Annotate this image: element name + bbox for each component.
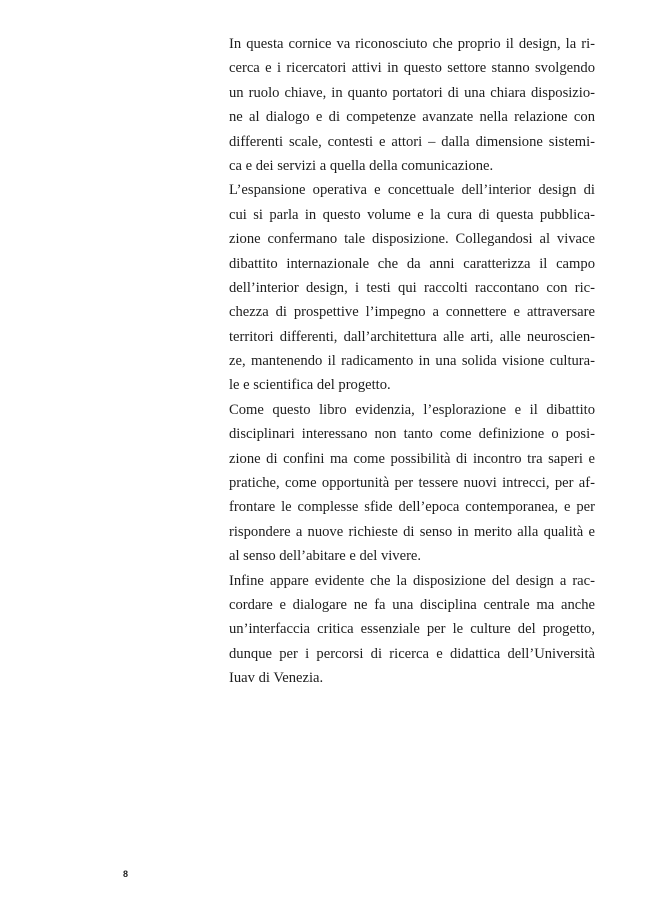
text-line: Infine appare evidente che la disposizione del design a rac- (229, 572, 595, 589)
text-line: un ruolo chiave, in quanto portatori di una chiara disposizio- (229, 84, 595, 101)
paragraph-1 (229, 32, 595, 178)
text-line: rispondere a nuove richieste di senso in merito alla qualità e (229, 523, 595, 540)
text-line: Iuav di Venezia. (229, 670, 324, 687)
text-line: ze, mantenendo il radicamento in una solida visione cultura- (229, 353, 595, 370)
text-line: ne al dialogo e di competenze avanzate nella relazione con (229, 109, 595, 126)
text-line: territori differenti, dall’architettura alle arti, alle neuroscien- (229, 328, 595, 345)
text-line: ca e dei servizi a quella della comunicazione. (229, 157, 494, 174)
text-line: cui si parla in questo volume e la cura di questa pubblica- (229, 206, 595, 223)
text-line: zione confermano tale disposizione. Collegandosi al vivace (229, 231, 595, 248)
text-line: pratiche, come opportunità per tessere nuovi intrecci, per af- (229, 475, 595, 492)
text-line: al senso dell’abitare e del vivere. (229, 548, 422, 565)
text-line: frontare le complesse sfide dell’epoca contemporanea, e per (229, 499, 595, 516)
text-line: In questa cornice va riconosciuto che proprio il design, la ri- (229, 36, 595, 52)
page-number: 8 (123, 869, 129, 879)
paragraph-2 (229, 178, 595, 398)
text-line: le e scientifica del progetto. (229, 377, 391, 394)
text-line: dell’interior design, i testi qui raccolti raccontano con ric- (229, 279, 595, 296)
paragraph-4 (229, 569, 595, 691)
text-line: chezza di prospettive l’impegno a connettere e attraversare (229, 304, 595, 321)
text-line: zione di confini ma come possibilità di incontro tra saperi e (229, 450, 595, 467)
text-line: un’interfaccia critica essenziale per le culture del progetto, (229, 621, 595, 638)
text-line: differenti scale, contesti e attori – dalla dimensione sistemi- (229, 133, 595, 150)
text-line: cordare e dialogare ne fa una disciplina centrale ma anche (229, 596, 595, 613)
text-line: disciplinari interessano non tanto come definizione o posi- (229, 426, 595, 443)
body-text (229, 32, 595, 691)
text-line: L’espansione operativa e concettuale dell’interior design di (229, 182, 595, 199)
text-line: Come questo libro evidenzia, l’esplorazione e il dibattito (229, 401, 595, 418)
paragraph-3 (229, 398, 595, 569)
text-line: dunque per i percorsi di ricerca e didattica dell’Università (229, 645, 595, 662)
text-line: cerca e i ricercatori attivi in questo settore stanno svolgendo (229, 60, 595, 77)
text-line: dibattito internazionale che da anni caratterizza il campo (229, 255, 595, 272)
